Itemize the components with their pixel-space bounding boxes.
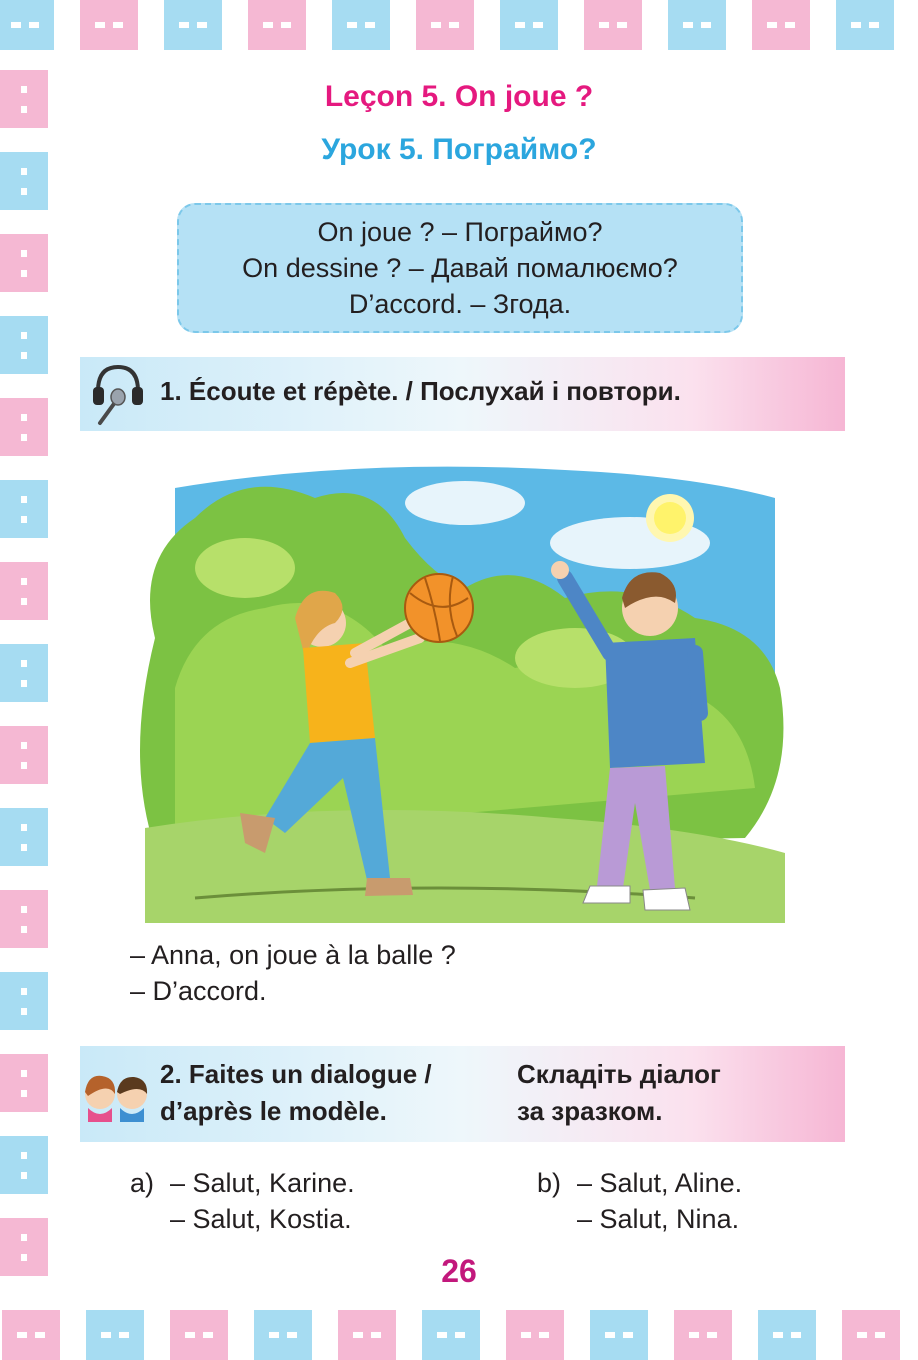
exercise-2-instruction-fr-1: 2. Faites un dialogue / bbox=[160, 1059, 432, 1089]
lesson-title-ua: Урок 5. Пограймо? bbox=[321, 133, 597, 166]
example-b-label: b) bbox=[537, 1168, 562, 1198]
border-tile bbox=[506, 1310, 564, 1360]
exercise-2-instruction-ua-2: за зразком. bbox=[517, 1096, 663, 1126]
border-tile bbox=[0, 234, 48, 292]
border-tile bbox=[0, 0, 54, 50]
border-tile bbox=[80, 0, 138, 50]
border-tile bbox=[164, 0, 222, 50]
exercise-2-bar bbox=[80, 1046, 845, 1142]
exercise-2-instruction-ua-1: Складіть діалог bbox=[517, 1059, 721, 1089]
border-tile bbox=[170, 1310, 228, 1360]
phrase-box bbox=[177, 203, 743, 333]
dialogue-line: – Anna, on joue à la balle ? bbox=[130, 940, 456, 970]
exercise-2-instruction-fr-2: d’après le modèle. bbox=[160, 1096, 387, 1126]
border-tile bbox=[758, 1310, 816, 1360]
border-tile bbox=[0, 1218, 48, 1276]
border-tile bbox=[0, 316, 48, 374]
border-tile bbox=[0, 562, 48, 620]
border-tile bbox=[668, 0, 726, 50]
phrase-line: On dessine ? – Давай помалюємо? bbox=[242, 253, 678, 283]
dialogue-line: – D’accord. bbox=[130, 976, 267, 1006]
border-tile bbox=[0, 890, 48, 948]
border-tile bbox=[752, 0, 810, 50]
border-tile bbox=[836, 0, 894, 50]
border-tile bbox=[0, 808, 48, 866]
border-tile bbox=[254, 1310, 312, 1360]
border-tile bbox=[338, 1310, 396, 1360]
example-a-line: – Salut, Karine. bbox=[170, 1168, 355, 1198]
border-tile bbox=[500, 0, 558, 50]
border-tile bbox=[0, 972, 48, 1030]
exercise-1-instruction: 1. Écoute et répète. / Послухай і повтори. bbox=[160, 376, 681, 406]
border-tile bbox=[674, 1310, 732, 1360]
headphones-microphone-icon bbox=[88, 361, 148, 427]
border-tile bbox=[590, 1310, 648, 1360]
example-b-line: – Salut, Nina. bbox=[577, 1204, 740, 1234]
two-children-icon bbox=[80, 1068, 152, 1122]
lesson-title-fr: Leçon 5. On joue ? bbox=[324, 80, 594, 113]
border-tile bbox=[416, 0, 474, 50]
border-tile bbox=[0, 726, 48, 784]
border-tile bbox=[0, 480, 48, 538]
border-tile bbox=[0, 1136, 48, 1194]
phrase-line: On joue ? – Пограймо? bbox=[317, 217, 603, 247]
border-tile bbox=[86, 1310, 144, 1360]
phrase-line: D’accord. – Згода. bbox=[348, 289, 572, 319]
example-a-label: a) bbox=[130, 1168, 155, 1198]
illustration-children-playing-ball bbox=[135, 458, 785, 923]
border-tile bbox=[0, 152, 48, 210]
border-tile bbox=[0, 644, 48, 702]
border-tile bbox=[0, 1054, 48, 1112]
page-number: 26 bbox=[441, 1253, 477, 1289]
exercise-1-bar bbox=[80, 357, 845, 431]
example-a-line: – Salut, Kostia. bbox=[170, 1204, 352, 1234]
border-tile bbox=[0, 398, 48, 456]
border-tile bbox=[2, 1310, 60, 1360]
border-tile bbox=[332, 0, 390, 50]
border-tile bbox=[842, 1310, 900, 1360]
border-tile bbox=[584, 0, 642, 50]
example-b-line: – Salut, Aline. bbox=[577, 1168, 743, 1198]
border-tile bbox=[248, 0, 306, 50]
border-tile bbox=[422, 1310, 480, 1360]
border-tile bbox=[0, 70, 48, 128]
